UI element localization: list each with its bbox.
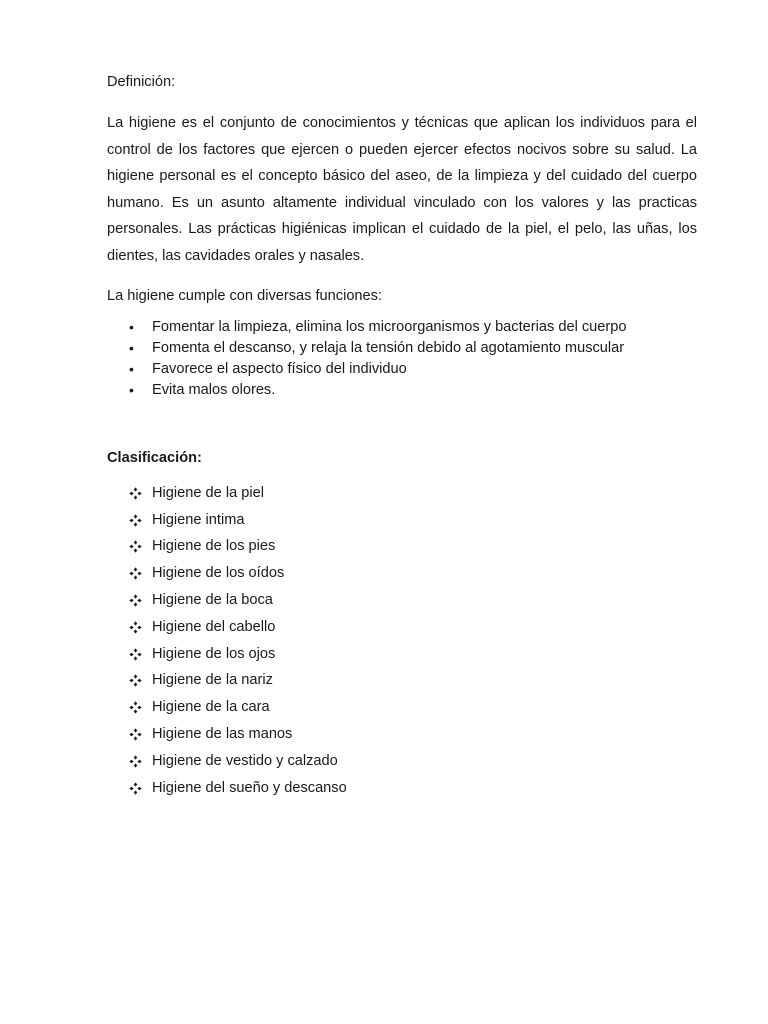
list-item — [107, 587, 697, 614]
four-diamond-bullet-icon — [129, 648, 142, 661]
list-item — [107, 775, 697, 802]
list-item — [107, 721, 697, 748]
list-item — [107, 748, 697, 775]
four-diamond-bullet-icon — [129, 782, 142, 795]
definition-paragraph: La higiene es el conjunto de conocimientos y técnicas que aplican los individuos para el control de los factores que ejercen o pueden ejercer efectos nocivos sobre su salud. La higiene personal es el concepto básico del aseo, de la limpieza y del cuidado del cuerpo humano. Es un asunto altamente individual vinculado con los valores y las practicas personales. Las prácticas higiénicas implican el cuidado de la piel, el pelo, las uñas, los dientes, las cavidades orales y nasales. — [107, 115, 697, 264]
four-diamond-bullet-icon — [129, 728, 142, 741]
bullet-dot-icon: • — [129, 382, 134, 399]
four-diamond-bullet-icon — [129, 674, 142, 687]
list-item — [107, 480, 697, 507]
classification-item-text: Higiene intima — [152, 511, 245, 528]
list-item — [107, 338, 697, 359]
classification-item-text: Higiene de la cara — [152, 699, 270, 716]
classification-item-text: Higiene de la boca — [152, 591, 273, 608]
classification-item-text: Higiene del cabello — [152, 618, 276, 635]
classification-item-text: Higiene de vestido y calzado — [152, 752, 338, 769]
bullet-dot-icon: • — [129, 318, 134, 335]
list-item — [107, 667, 697, 694]
classification-item-text: Higiene de los oídos — [152, 565, 285, 582]
functions-intro: La higiene cumple con diversas funciones: — [107, 287, 383, 304]
four-diamond-bullet-icon — [129, 540, 142, 553]
classification-heading: Clasificación: — [107, 449, 202, 466]
four-diamond-bullet-icon — [129, 621, 142, 634]
classification-item-text: Higiene de la nariz — [152, 672, 273, 689]
list-item — [107, 614, 697, 641]
list-item — [107, 380, 697, 401]
classification-item-text: Higiene del sueño y descanso — [152, 779, 347, 796]
function-item-text: Evita malos olores. — [152, 382, 276, 399]
list-item — [107, 694, 697, 721]
four-diamond-bullet-icon — [129, 701, 142, 714]
list-item — [107, 533, 697, 560]
list-item — [107, 507, 697, 534]
classification-item-text: Higiene de los ojos — [152, 645, 276, 662]
four-diamond-bullet-icon — [129, 755, 142, 768]
four-diamond-bullet-icon — [129, 487, 142, 500]
definition-heading: Definición: — [107, 74, 176, 90]
classification-item-text: Higiene de la piel — [152, 484, 264, 501]
functions-list — [107, 317, 697, 402]
classification-list — [107, 480, 697, 802]
function-item-text: Favorece el aspecto físico del individuo — [152, 361, 407, 378]
bullet-dot-icon: • — [129, 339, 134, 356]
document-content — [107, 72, 697, 801]
classification-item-text: Higiene de las manos — [152, 725, 293, 742]
four-diamond-bullet-icon — [129, 567, 142, 580]
four-diamond-bullet-icon — [129, 594, 142, 607]
list-item — [107, 641, 697, 668]
four-diamond-bullet-icon — [129, 514, 142, 527]
list-item — [107, 560, 697, 587]
list-item — [107, 317, 697, 338]
classification-item-text: Higiene de los pies — [152, 538, 276, 555]
bullet-dot-icon: • — [129, 361, 134, 378]
function-item-text: Fomenta el descanso, y relaja la tensión debido al agotamiento muscular — [152, 339, 625, 356]
list-item — [107, 359, 697, 380]
function-item-text: Fomentar la limpieza, elimina los microorganismos y bacterias del cuerpo — [152, 318, 627, 335]
